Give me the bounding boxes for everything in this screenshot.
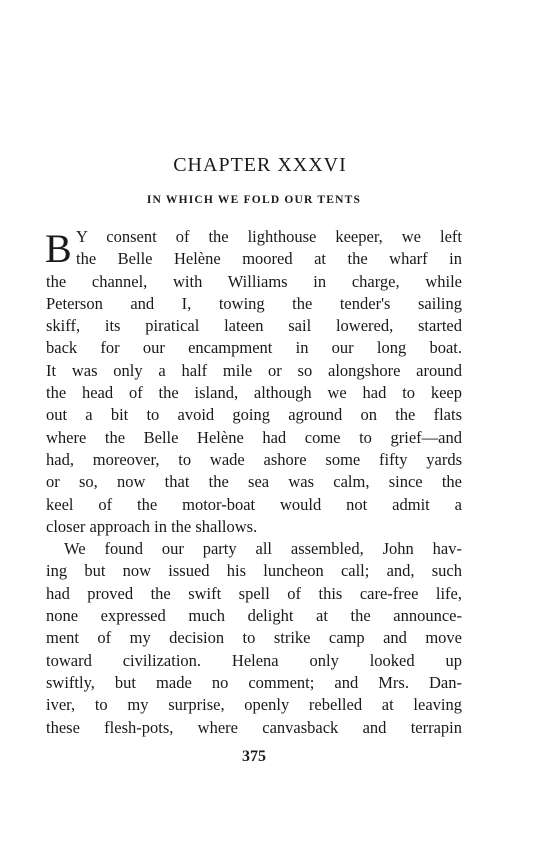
text-line: out a bit to avoid going aground on the flats bbox=[46, 405, 462, 425]
text-line: iver, to my surprise, openly rebelled at leaving bbox=[46, 695, 462, 715]
chapter-subtitle: IN WHICH WE FOLD OUR TENTS bbox=[146, 194, 362, 206]
text-line: the head of the island, although we had to keep bbox=[46, 383, 462, 403]
text-line: where the Belle Helène had come to grief—and bbox=[46, 427, 462, 447]
text-line: or so, now that the sea was calm, since the bbox=[46, 472, 462, 492]
text-line: toward civilization. Helena only looked up bbox=[46, 650, 462, 670]
text-line: skiff, its piratical lateen sail lowered, started bbox=[46, 316, 462, 336]
text-line: these flesh-pots, where canvasback and terrapin bbox=[46, 717, 462, 737]
text-line: the Belle Helène moored at the wharf in bbox=[76, 249, 462, 269]
text-line: the channel, with Williams in charge, while bbox=[46, 271, 462, 291]
text-line: We found our party all assembled, John hav- bbox=[64, 539, 462, 559]
text-line: closer approach in the shallows. bbox=[46, 516, 258, 536]
page-number: 375 bbox=[242, 748, 266, 765]
text-line: It was only a half mile or so alongshore around bbox=[46, 360, 462, 380]
text-line: keel of the motor-boat would not admit a bbox=[46, 494, 462, 514]
text-line: swiftly, but made no comment; and Mrs. Dan- bbox=[46, 672, 462, 692]
drop-cap: B bbox=[45, 226, 72, 271]
text-line: back for our encampment in our long boat. bbox=[46, 338, 462, 358]
text-line: Peterson and I, towing the tender's sailing bbox=[46, 293, 462, 313]
text-line: had proved the swift spell of this care-free life, bbox=[46, 583, 462, 603]
text-line: Y consent of the lighthouse keeper, we left bbox=[76, 227, 462, 246]
text-line: ing but now issued his luncheon call; and, such bbox=[46, 561, 462, 581]
body-text bbox=[46, 226, 462, 739]
text-line: ment of my decision to strike camp and move bbox=[46, 628, 462, 648]
text-line: had, moreover, to wade ashore some fifty yards bbox=[46, 449, 462, 469]
chapter-title: CHAPTER XXXVI bbox=[173, 154, 347, 176]
text-line: none expressed much delight at the announce- bbox=[46, 606, 462, 626]
